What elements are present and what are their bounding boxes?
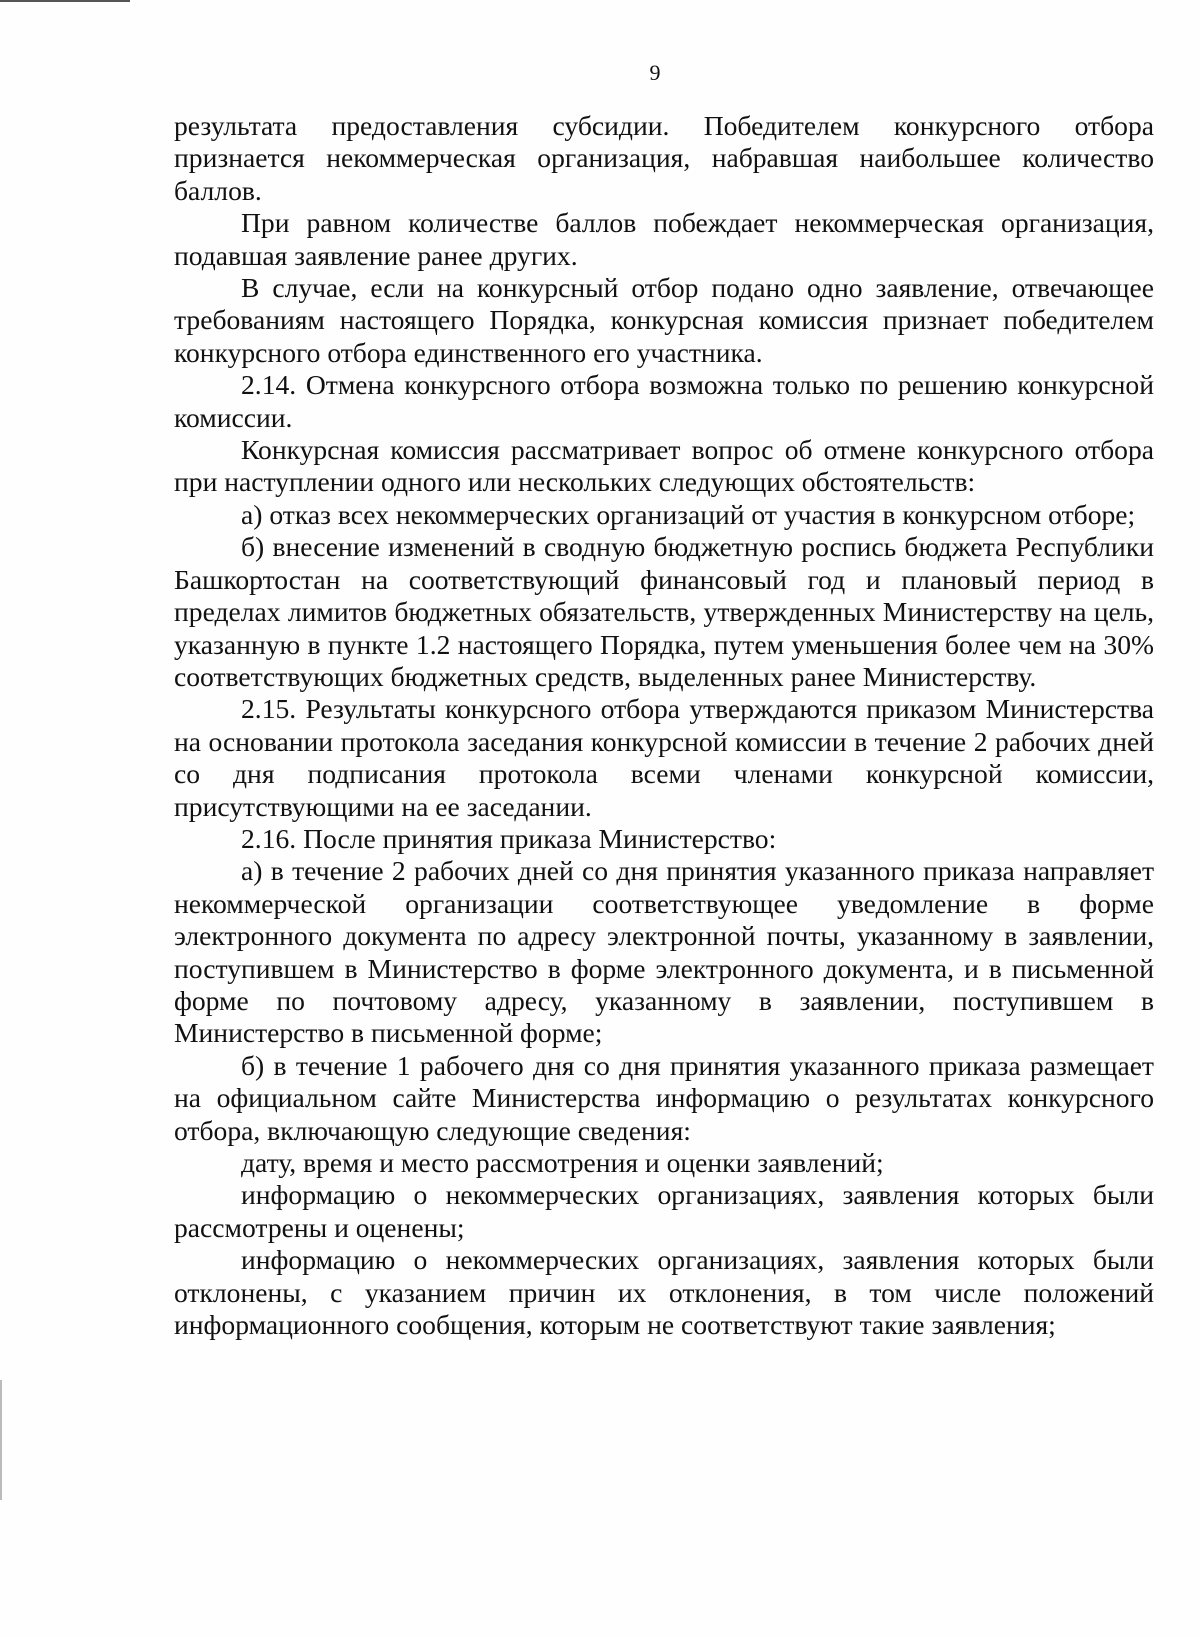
document-body (174, 110, 1154, 1341)
paragraph: а) отказ всех некоммерческих организаций от участия в конкурсном отборе; (241, 498, 1136, 530)
paragraph: б) в течение 1 рабочего дня со дня принятия указанного приказа размещает на официальном сайте Министерства информацию о результатах конкурсного отбора, включающую следующие сведения: (174, 1049, 1154, 1146)
scan-edge-mark (0, 1380, 2, 1500)
paragraph: информацию о некоммерческих организациях, заявления которых были рассмотрены и оценены; (174, 1179, 1154, 1243)
page-number: 9 (649, 60, 661, 85)
paragraph: Конкурсная комиссия рассматривает вопрос об отмене конкурсного отбора при наступлении одного или нескольких следующих обстоятельств: (174, 434, 1154, 498)
paragraph: дату, время и место рассмотрения и оценки заявлений; (241, 1147, 884, 1178)
paragraph: 2.14. Отмена конкурсного отбора возможна только по решению конкурсной комиссии. (174, 369, 1154, 433)
paragraph: результата предоставления субсидии. Победителем конкурсного отбора признается некоммерческая организация, набравшая наибольшее количество баллов. (174, 110, 1154, 206)
scan-edge-mark (0, 0, 130, 2)
paragraph: 2.15. Результаты конкурсного отбора утверждаются приказом Министерства на основании протокола заседания конкурсной комиссии в течение 2 рабочих дней со дня подписания протокола всеми членами конкурсной комиссии, присутствующими на ее заседании. (174, 693, 1154, 822)
paragraph: В случае, если на конкурсный отбор подано одно заявление, отвечающее требованиям настоящего Порядка, конкурсная комиссия признает победителем конкурсного отбора единственного его участника. (174, 272, 1154, 368)
paragraph: информацию о некоммерческих организациях, заявления которых были отклонены, с указанием причин их отклонения, в том числе положений информационного сообщения, которым не соответствуют такие заявления; (174, 1244, 1154, 1341)
paragraph: 2.16. После принятия приказа Министерство: (241, 822, 777, 854)
paragraph: При равном количестве баллов побеждает некоммерческая организация, подавшая заявление ранее других. (174, 207, 1154, 271)
paragraph: а) в течение 2 рабочих дней со дня принятия указанного приказа направляет некоммерческой организации соответствующее уведомление в форме электронного документа по адресу электронной почты, указанному в заявлении, поступившем в Министерство в форме электронного документа, и в письменной форме по почтовому адресу, указанному в заявлении, поступившем в Министерство в письменной форме; (174, 855, 1154, 1049)
paragraph: б) внесение изменений в сводную бюджетную роспись бюджета Республики Башкортостан на соответствующий финансовый год и плановый период в пределах лимитов бюджетных обязательств, утвержденных Министерству на цель, указанную в пункте 1.2 настоящего Порядка, путем уменьшения более чем на 30% соответствующих бюджетных средств, выделенных ранее Министерству. (174, 531, 1154, 692)
